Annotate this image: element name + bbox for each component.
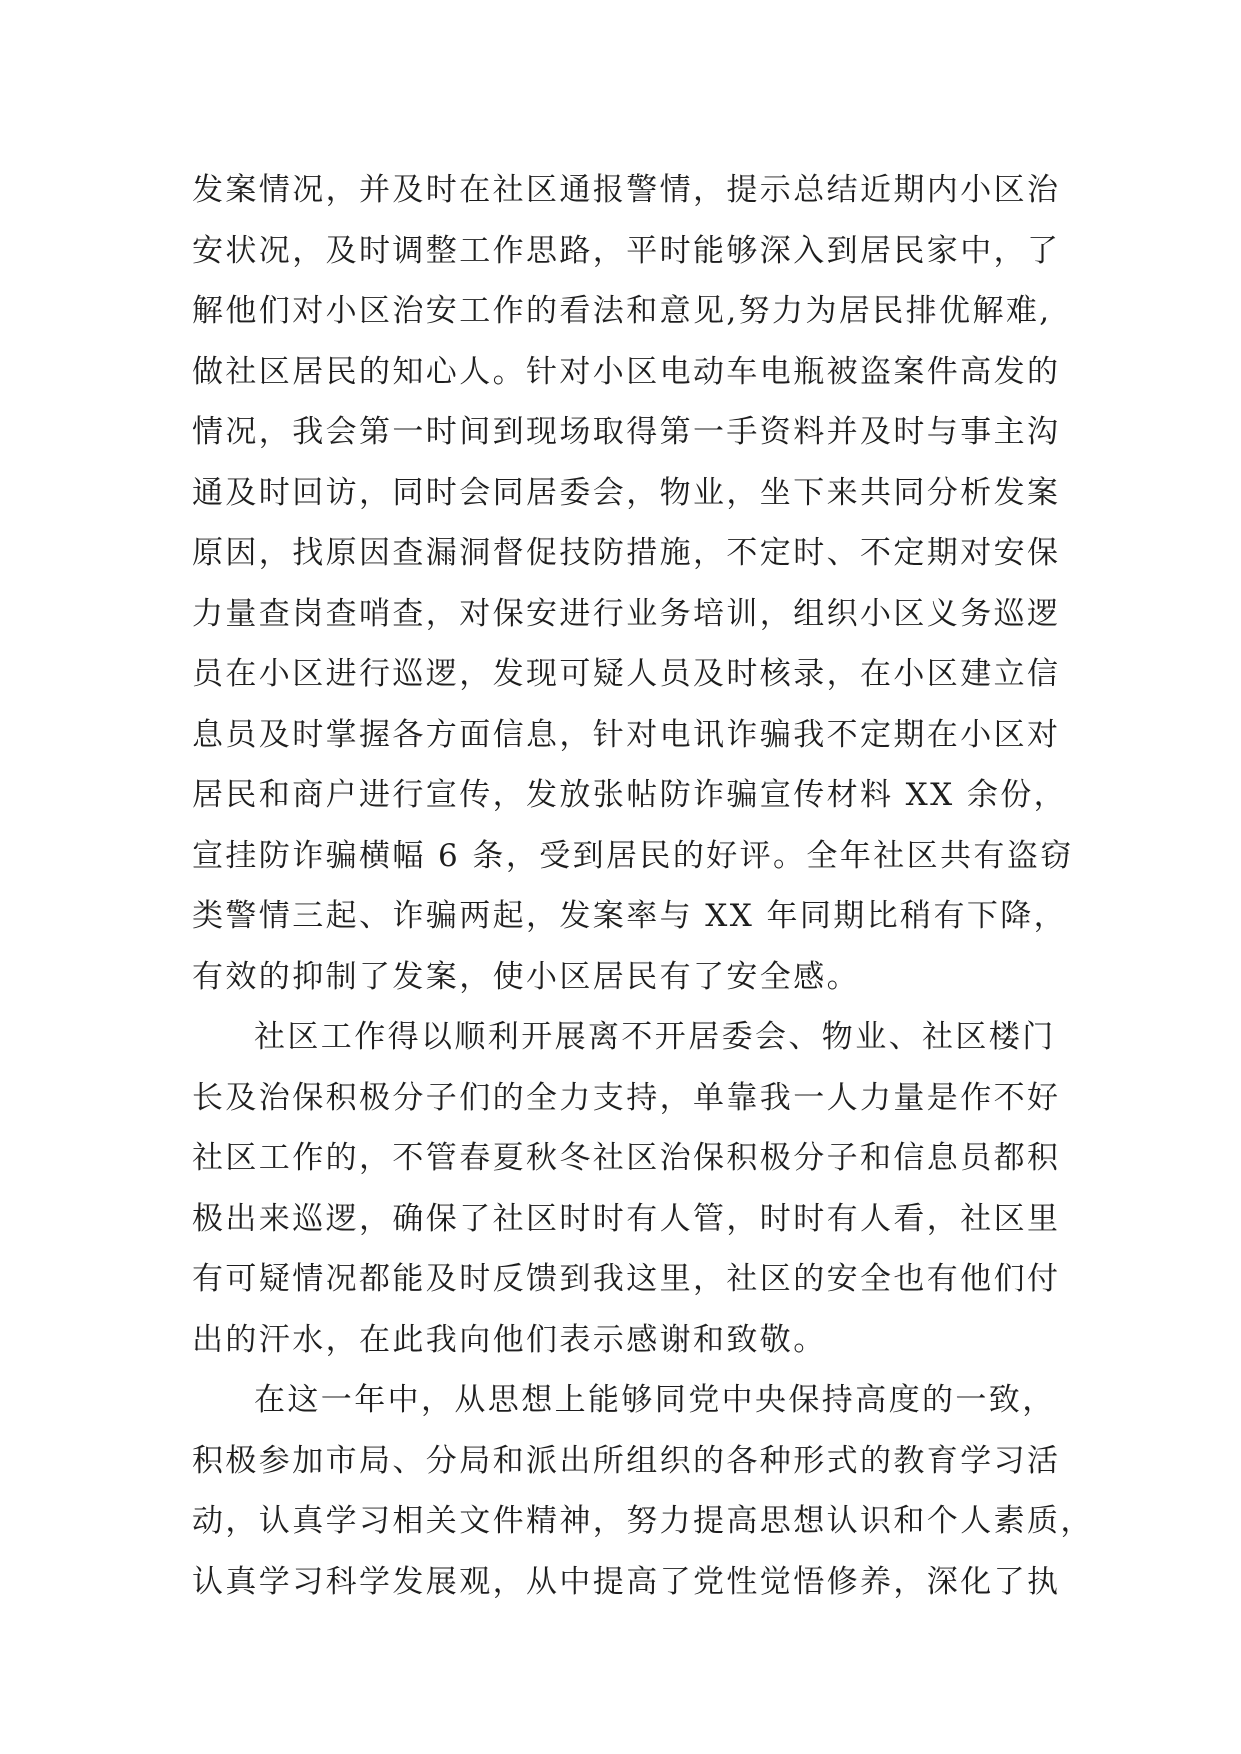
text-line: 动，认真学习相关文件精神，努力提高思想认识和个人素质， bbox=[192, 1503, 1094, 1539]
text-line: 极出来巡逻，确保了社区时时有人管，时时有人看，社区里 bbox=[192, 1200, 1061, 1237]
text-line: 长及治保积极分子们的全力支持，单靠我一人力量是作不好 bbox=[192, 1079, 1061, 1116]
text-line: 居民和商户进行宣传，发放张帖防诈骗宣传材料 XX 余份， bbox=[192, 777, 1068, 813]
paragraph-3 bbox=[192, 1370, 1092, 1612]
paragraph-1 bbox=[192, 160, 1092, 1007]
text-line: 原因，找原因查漏洞督促技防措施，不定时、不定期对安保 bbox=[192, 535, 1061, 571]
text-line: 发案情况，并及时在社区通报警情，提示总结近期内小区治 bbox=[192, 172, 1061, 208]
text-line: 类警情三起、诈骗两起，发案率与 XX 年同期比稍有下降， bbox=[192, 898, 1068, 934]
text-line: 在这一年中，从思想上能够同党中央保持高度的一致， bbox=[254, 1382, 1056, 1418]
text-line: 社区工作得以顺利开展离不开居委会、物业、社区楼门 bbox=[254, 1019, 1056, 1055]
body-text bbox=[192, 160, 1092, 1612]
paragraph-2 bbox=[192, 1007, 1092, 1370]
text-line: 力量查岗查哨查，对保安进行业务培训，组织小区义务巡逻 bbox=[192, 595, 1061, 632]
text-line: 有可疑情况都能及时反馈到我这里，社区的安全也有他们付 bbox=[192, 1261, 1061, 1297]
text-line: 有效的抑制了发案，使小区居民有了安全感。 bbox=[192, 958, 860, 995]
text-line: 情况，我会第一时间到现场取得第一手资料并及时与事主沟 bbox=[192, 414, 1061, 450]
text-line: 积极参加市局、分局和派出所组织的各种形式的教育学习活 bbox=[192, 1442, 1061, 1479]
text-line: 社区工作的，不管春夏秋冬社区治保积极分子和信息员都积 bbox=[192, 1140, 1061, 1176]
text-line: 安状况，及时调整工作思路，平时能够深入到居民家中，了 bbox=[192, 232, 1061, 269]
text-line: 认真学习科学发展观，从中提高了党性觉悟修养，深化了执 bbox=[192, 1563, 1061, 1600]
text-line: 做社区居民的知心人。针对小区电动车电瓶被盗案件高发的 bbox=[192, 353, 1061, 390]
text-line: 出的汗水，在此我向他们表示感谢和致敬。 bbox=[192, 1321, 827, 1358]
text-line: 息员及时掌握各方面信息，针对电讯诈骗我不定期在小区对 bbox=[192, 716, 1061, 753]
text-line: 员在小区进行巡逻，发现可疑人员及时核录，在小区建立信 bbox=[192, 656, 1061, 692]
text-line: 通及时回访，同时会同居委会，物业，坐下来共同分析发案 bbox=[192, 474, 1061, 511]
text-line: 宣挂防诈骗横幅 6 条，受到居民的好评。全年社区共有盗窃 bbox=[192, 837, 1074, 874]
text-line: 解他们对小区治安工作的看法和意见,努力为居民排优解难, bbox=[192, 293, 1052, 329]
